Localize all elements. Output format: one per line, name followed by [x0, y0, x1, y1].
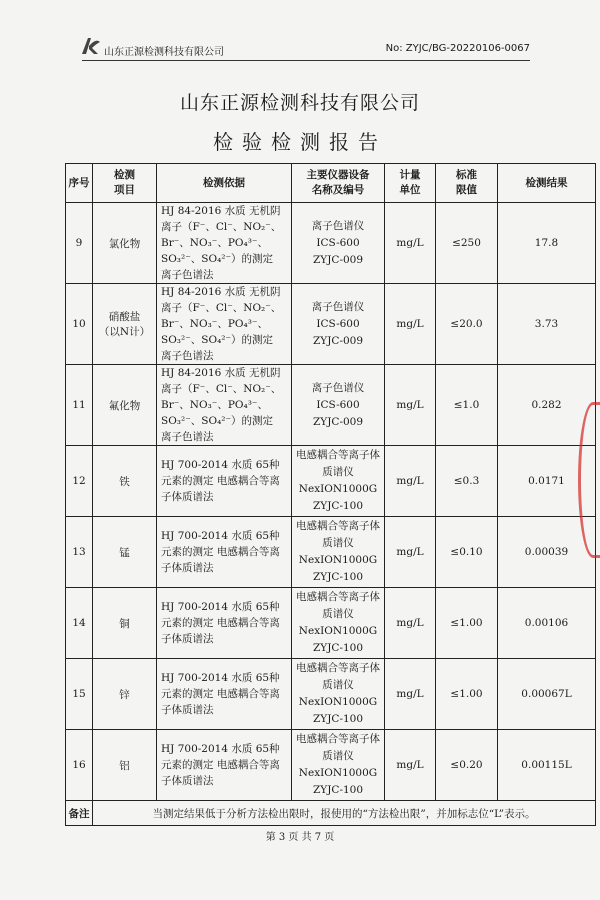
table-row: [66, 365, 596, 446]
row-instrument: 电感耦合等离子体 质谱仪 NexION1000G ZYJC-100: [292, 588, 385, 659]
row-instrument: 离子色谱仪 ICS-600 ZYJC-009: [292, 365, 385, 446]
row-result: 3.73: [498, 284, 596, 365]
row-basis: HJ 700-2014 水质 65种元素的测定 电感耦合等离子体质谱法: [157, 588, 292, 659]
row-no: 12: [66, 446, 93, 517]
header-standard: 标准 限值: [436, 164, 498, 203]
header-basis: 检测依据: [157, 164, 292, 203]
report-title: 检验检测报告: [213, 130, 387, 154]
row-item: 锰: [93, 517, 157, 588]
row-standard: ≤1.00: [436, 588, 498, 659]
row-standard: ≤0.20: [436, 730, 498, 801]
row-item: 锌: [93, 659, 157, 730]
row-unit: mg/L: [385, 446, 436, 517]
row-basis: HJ 700-2014 水质 65种元素的测定 电感耦合等离子体质谱法: [157, 446, 292, 517]
row-result: 17.8: [498, 203, 596, 284]
row-unit: mg/L: [385, 203, 436, 284]
row-no: 9: [66, 203, 93, 284]
row-standard: ≤20.0: [436, 284, 498, 365]
header-no: 序号: [66, 164, 93, 203]
row-item: 氯化物: [93, 203, 157, 284]
row-unit: mg/L: [385, 730, 436, 801]
row-unit: mg/L: [385, 659, 436, 730]
table-row: [66, 446, 596, 517]
report-number: No: ZYJC/BG-20220106-0067: [385, 43, 530, 54]
row-no: 16: [66, 730, 93, 801]
table-row: [66, 203, 596, 284]
row-item: 硝酸盐 （以N计）: [93, 284, 157, 365]
row-no: 13: [66, 517, 93, 588]
row-no: 10: [66, 284, 93, 365]
row-no: 11: [66, 365, 93, 446]
row-no: 14: [66, 588, 93, 659]
row-instrument: 电感耦合等离子体 质谱仪 NexION1000G ZYJC-100: [292, 446, 385, 517]
row-result: 0.282: [498, 365, 596, 446]
header-unit: 计量 单位: [385, 164, 436, 203]
table-row: [66, 588, 596, 659]
seal-stamp-icon: [578, 402, 600, 558]
row-standard: ≤0.10: [436, 517, 498, 588]
row-unit: mg/L: [385, 517, 436, 588]
row-instrument: 离子色谱仪 ICS-600 ZYJC-009: [292, 284, 385, 365]
table-row: [66, 730, 596, 801]
row-basis: HJ 84-2016 水质 无机阴离子（F⁻、Cl⁻、NO₂⁻、Br⁻、NO₃⁻、PO₄³⁻、SO₃²⁻、SO₄²⁻）的测定 离子色谱法: [157, 365, 292, 446]
row-result: 0.00039: [498, 517, 596, 588]
row-item: 氟化物: [93, 365, 157, 446]
header-company-name: 山东正源检测科技有限公司: [104, 47, 224, 58]
row-standard: ≤0.3: [436, 446, 498, 517]
row-basis: HJ 700-2014 水质 65种元素的测定 电感耦合等离子体质谱法: [157, 517, 292, 588]
table-row: [66, 284, 596, 365]
row-item: 铁: [93, 446, 157, 517]
table-row: [66, 517, 596, 588]
row-instrument: 离子色谱仪 ICS-600 ZYJC-009: [292, 203, 385, 284]
row-standard: ≤1.00: [436, 659, 498, 730]
page-number: 第 3 页 共 7 页: [265, 832, 335, 843]
note-text: 当测定结果低于分析方法检出限时，报使用的“方法检出限”，并加标志位“L”表示。: [93, 801, 596, 826]
header-result: 检测结果: [498, 164, 596, 203]
note-label: 备注: [66, 801, 93, 826]
row-result: 0.00106: [498, 588, 596, 659]
header-item: 检测 项目: [93, 164, 157, 203]
row-standard: ≤250: [436, 203, 498, 284]
row-instrument: 电感耦合等离子体 质谱仪 NexION1000G ZYJC-100: [292, 659, 385, 730]
row-result: 0.00115L: [498, 730, 596, 801]
row-unit: mg/L: [385, 588, 436, 659]
row-basis: HJ 84-2016 水质 无机阴离子（F⁻、Cl⁻、NO₂⁻、Br⁻、NO₃⁻、PO₄³⁻、SO₃²⁻、SO₄²⁻）的测定 离子色谱法: [157, 284, 292, 365]
company-title: 山东正源检测科技有限公司: [179, 92, 420, 114]
table-row: [66, 659, 596, 730]
row-basis: HJ 84-2016 水质 无机阴离子（F⁻、Cl⁻、NO₂⁻、Br⁻、NO₃⁻、PO₄³⁻、SO₃²⁻、SO₄²⁻）的测定 离子色谱法: [157, 203, 292, 284]
row-unit: mg/L: [385, 284, 436, 365]
row-instrument: 电感耦合等离子体 质谱仪 NexION1000G ZYJC-100: [292, 730, 385, 801]
row-standard: ≤1.0: [436, 365, 498, 446]
results-table: [65, 163, 596, 826]
row-item: 铝: [93, 730, 157, 801]
table-header-row: [66, 164, 596, 203]
row-basis: HJ 700-2014 水质 65种元素的测定 电感耦合等离子体质谱法: [157, 659, 292, 730]
page-header: [82, 40, 530, 61]
row-result: 0.0171: [498, 446, 596, 517]
row-result: 0.00067L: [498, 659, 596, 730]
row-instrument: 电感耦合等离子体 质谱仪 NexION1000G ZYJC-100: [292, 517, 385, 588]
row-basis: HJ 700-2014 水质 65种元素的测定 电感耦合等离子体质谱法: [157, 730, 292, 801]
note-row: [66, 801, 596, 826]
row-item: 铜: [93, 588, 157, 659]
row-no: 15: [66, 659, 93, 730]
company-logo-icon: [80, 36, 102, 56]
row-unit: mg/L: [385, 365, 436, 446]
header-instrument: 主要仪器设备 名称及编号: [292, 164, 385, 203]
